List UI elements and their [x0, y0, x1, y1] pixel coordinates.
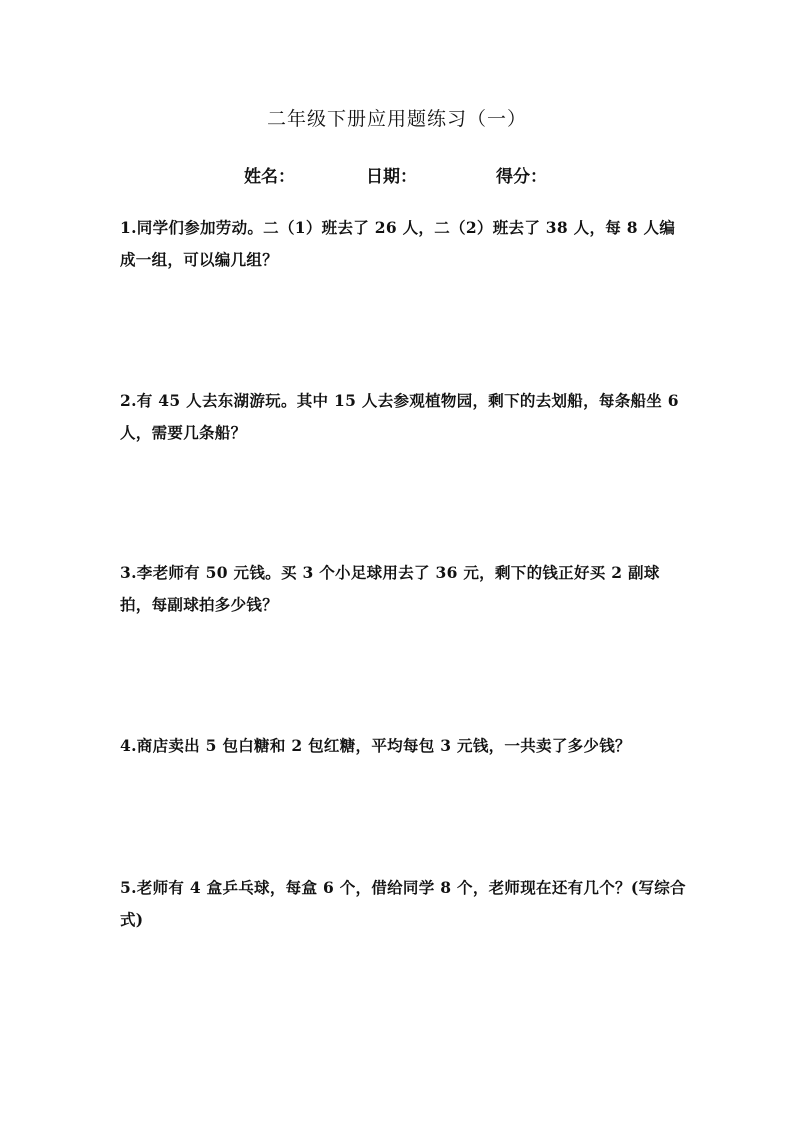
- worksheet-title: 二年级下册应用题练习（一）: [266, 108, 527, 130]
- question-2: 2.有 45 人去东湖游玩。其中 15 人去参观植物园，剩下的去划船，每条船坐 6 人，需要几条船？: [120, 391, 679, 442]
- score-label: 得分：: [496, 167, 547, 187]
- date-label: 日期：: [366, 167, 417, 187]
- question-5: 5.老师有 4 盒乒乓球，每盒 6 个，借给同学 8 个，老师现在还有几个？(写综合式): [120, 878, 686, 929]
- name-label: 姓名：: [244, 167, 295, 187]
- question-3: 3.李老师有 50 元钱。买 3 个小足球用去了 36 元，剩下的钱正好买 2 副球拍，每副球拍多少钱？: [120, 563, 660, 614]
- question-4: 4.商店卖出 5 包白糖和 2 包红糖，平均每包 3 元钱，一共卖了多少钱？: [120, 736, 631, 755]
- question-1: 1.同学们参加劳动。二（1）班去了 26 人，二（2）班去了 38 人，每 8 人编成一组，可以编几组？: [120, 218, 676, 269]
